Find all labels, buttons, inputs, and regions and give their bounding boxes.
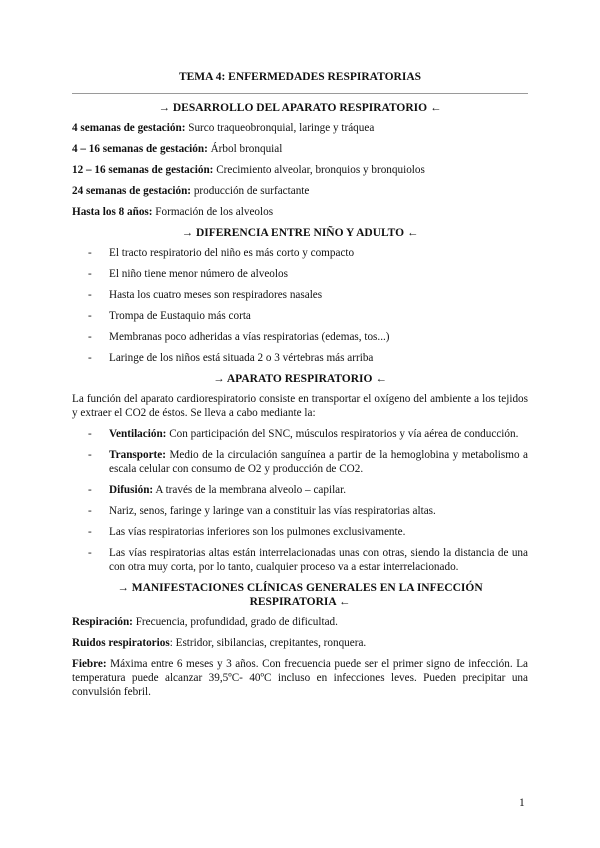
page-number: 1	[519, 797, 525, 809]
gestation-list	[72, 121, 528, 219]
dash-bullet: -	[88, 428, 92, 440]
manifestation-label: Ruidos respiratorios	[72, 637, 170, 649]
difference-list	[72, 246, 528, 365]
intro-paragraph: La función del aparato cardiorespiratorio consiste en transportar el oxígeno del ambiente a los tejidos y extraer el CO2 de éstos. Se lleva a cabo mediante la:	[72, 393, 528, 419]
list-item	[72, 351, 528, 365]
gestation-label: 4 semanas de gestación:	[72, 122, 186, 134]
list-item-text: Las vías respiratorias inferiores son los pulmones exclusivamente.	[109, 526, 406, 538]
dash-bullet: -	[88, 352, 92, 364]
heading-line: → MANIFESTACIONES CLÍNICAS GENERALES EN LA INFECCIÓN	[117, 582, 483, 594]
gestation-item	[72, 184, 528, 198]
list-item-text: Membranas poco adheridas a vías respiratorias (edemas, tos...)	[109, 331, 390, 343]
list-item	[72, 330, 528, 344]
gestation-label: 24 semanas de gestación:	[72, 185, 192, 197]
respiratory-function-list	[72, 427, 528, 574]
dash-bullet: -	[88, 289, 92, 301]
list-item	[72, 448, 528, 476]
list-item-text: Trompa de Eustaquio más corta	[109, 310, 251, 322]
document-page	[72, 68, 528, 706]
manifestation-label: Respiración:	[72, 616, 133, 628]
dash-bullet: -	[88, 310, 92, 322]
list-item	[72, 546, 528, 574]
gestation-label: 4 – 16 semanas de gestación:	[72, 143, 208, 155]
title-divider	[72, 93, 528, 94]
list-item	[72, 483, 528, 497]
section-heading-desarrollo: → DESARROLLO DEL APARATO RESPIRATORIO ←	[158, 102, 442, 114]
dash-bullet: -	[88, 331, 92, 343]
manifestation-text: : Estridor, sibilancias, crepitantes, ronquera.	[169, 637, 367, 649]
list-item-text: El tracto respiratorio del niño es más corto y compacto	[109, 247, 355, 259]
gestation-label: Hasta los 8 años:	[72, 206, 153, 218]
gestation-text: producción de surfactante	[191, 185, 310, 197]
gestation-label: 12 – 16 semanas de gestación:	[72, 164, 214, 176]
section-heading-manifestaciones	[72, 581, 528, 609]
manifestation-item	[72, 636, 528, 650]
gestation-item	[72, 142, 528, 156]
section-heading-aparato: → APARATO RESPIRATORIO ←	[213, 373, 387, 385]
section-heading-diferencia: → DIFERENCIA ENTRE NIÑO Y ADULTO ←	[181, 227, 419, 239]
manifestation-item	[72, 657, 528, 699]
list-item-label: Difusión:	[109, 484, 154, 496]
gestation-item	[72, 205, 528, 219]
list-item	[72, 525, 528, 539]
list-item	[72, 504, 528, 518]
manifestations-list	[72, 615, 528, 699]
list-item-text: Con participación del SNC, músculos respiratorios y vía aérea de conducción.	[166, 428, 519, 440]
list-item	[72, 427, 528, 441]
dash-bullet: -	[88, 547, 92, 559]
list-item-text: Hasta los cuatro meses son respiradores nasales	[109, 289, 323, 301]
dash-bullet: -	[88, 247, 92, 259]
dash-bullet: -	[88, 268, 92, 280]
dash-bullet: -	[88, 449, 92, 461]
gestation-text: Surco traqueobronquial, laringe y tráquea	[185, 122, 375, 134]
gestation-text: Formación de los alveolos	[152, 206, 274, 218]
gestation-item	[72, 163, 528, 177]
list-item	[72, 246, 528, 260]
document-title: TEMA 4: ENFERMEDADES RESPIRATORIAS	[178, 71, 422, 83]
dash-bullet: -	[88, 484, 92, 496]
dash-bullet: -	[88, 526, 92, 538]
list-item-text: Laringe de los niños está situada 2 o 3 vértebras más arriba	[109, 352, 374, 364]
list-item-label: Transporte:	[109, 449, 166, 461]
list-item	[72, 288, 528, 302]
list-item-text: Medio de la circulación sanguínea a partir de la hemoglobina y metabolismo a escala celular con consumo de O2 y producción de CO2.	[109, 449, 528, 475]
dash-bullet: -	[88, 505, 92, 517]
gestation-text: Árbol bronquial	[207, 143, 283, 155]
heading-line: RESPIRATORIA ←	[249, 596, 351, 608]
manifestation-text: Frecuencia, profundidad, grado de dificultad.	[132, 616, 338, 628]
list-item-text: A través de la membrana alveolo – capilar.	[153, 484, 347, 496]
manifestation-item	[72, 615, 528, 629]
manifestation-text: Máxima entre 6 meses y 3 años. Con frecuencia puede ser el primer signo de infección. La temperatura puede alcanzar 39,5ºC- 40ºC incluso en infecciones leves. Pueden precipitar una convulsión febril.	[72, 658, 528, 698]
list-item-text: Nariz, senos, faringe y laringe van a constituir las vías respiratorias altas.	[109, 505, 436, 517]
list-item	[72, 309, 528, 323]
gestation-text: Crecimiento alveolar, bronquios y bronquiolos	[213, 164, 425, 176]
list-item	[72, 267, 528, 281]
list-item-text: Las vías respiratorias altas están interrelacionadas unas con otras, siendo la distancia de una con otra muy corta, por lo tanto, cualquier proceso va a estar interrelacionado.	[109, 547, 528, 573]
list-item-text: El niño tiene menor número de alveolos	[109, 268, 288, 280]
manifestation-label: Fiebre:	[72, 658, 107, 670]
list-item-label: Ventilación:	[109, 428, 167, 440]
gestation-item	[72, 121, 528, 135]
